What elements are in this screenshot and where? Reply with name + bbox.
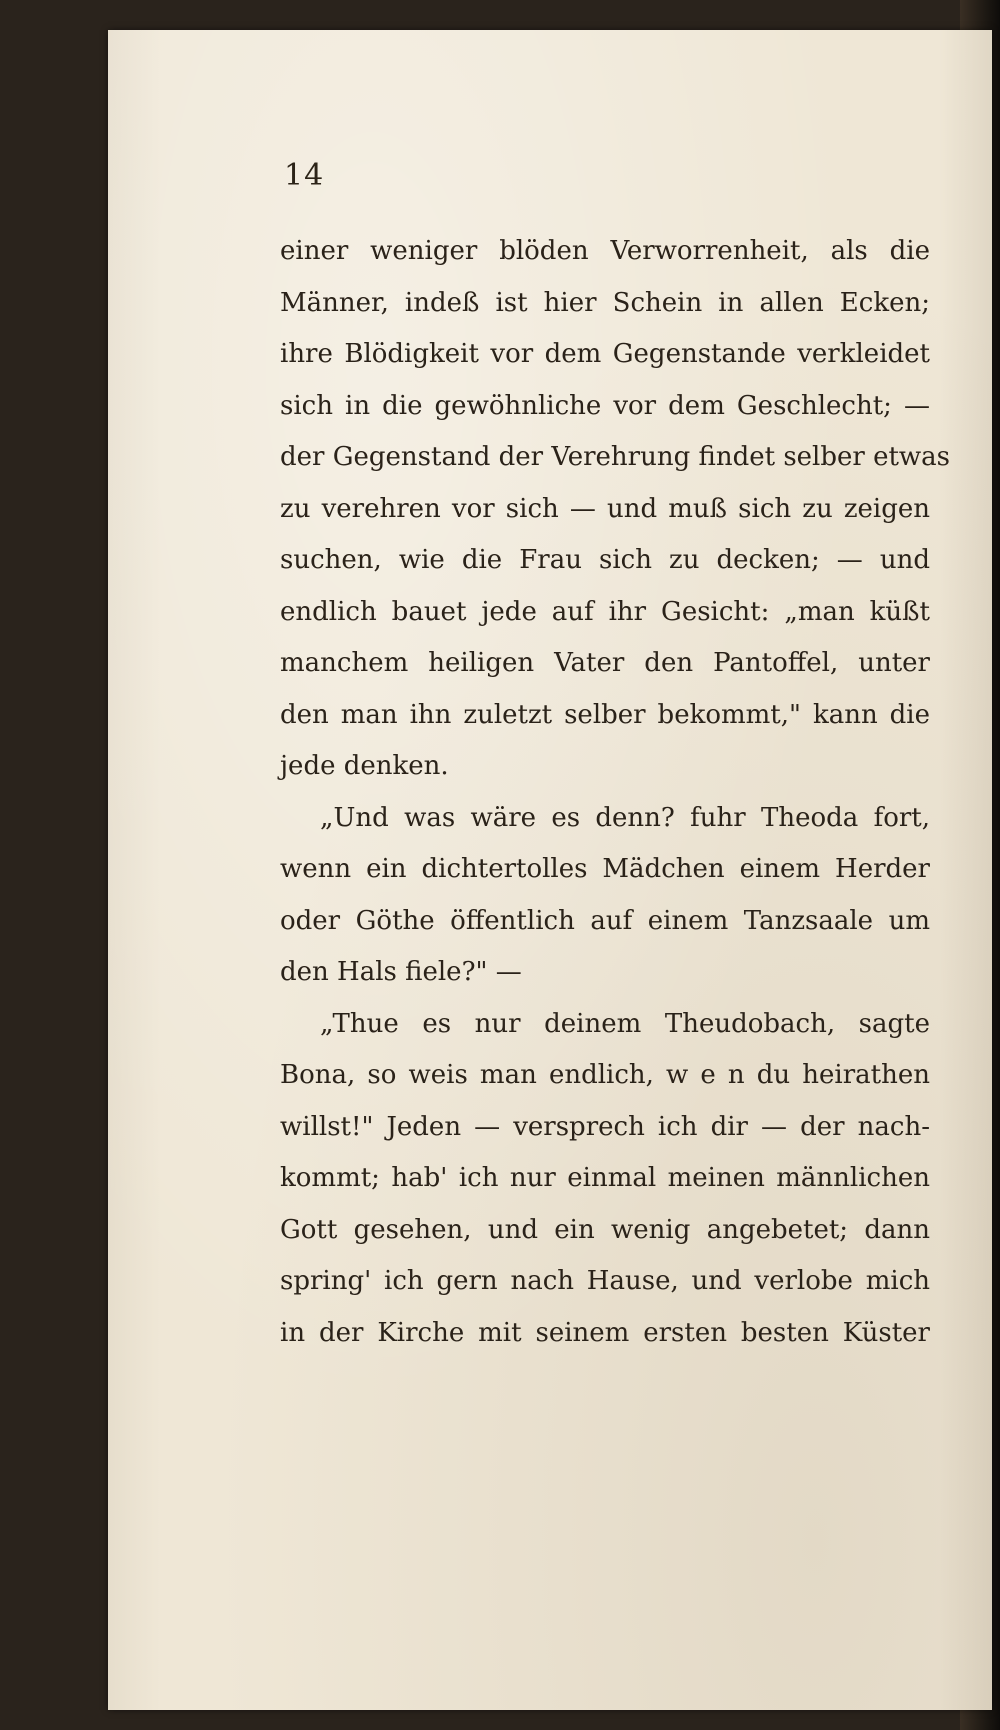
text-line: suchen, wie die Frau sich zu decken; — und <box>280 545 930 575</box>
text-line: einer weniger blöden Verworrenheit, als die <box>280 236 930 266</box>
text-line: den Hals fiele?" — <box>280 957 522 987</box>
text-line: Gott gesehen, und ein wenig angebetet; dann <box>280 1214 930 1245</box>
text-line: manchem heiligen Vater den Pantoffel, unter <box>280 648 930 678</box>
body-text <box>280 226 951 1359</box>
text-line: „Und was wäre es denn? fuhr Theoda fort, <box>320 802 930 833</box>
text-line: oder Göthe öffentlich auf einem Tanzsaale um <box>280 905 930 936</box>
text-line: den man ihn zuletzt selber bekommt," kann die <box>280 699 930 730</box>
text-line: Männer, indeß ist hier Schein in allen Ecken; <box>280 287 930 318</box>
text-line: jede denken. <box>280 751 449 781</box>
text-line: endlich bauet jede auf ihr Gesicht: „man küßt <box>280 596 930 627</box>
text-line: der Gegenstand der Verehrung findet selber etwas <box>280 442 951 472</box>
text-line: willst!" Jeden — versprech ich dir — der nach- <box>280 1111 930 1142</box>
text-line: „Thue es nur deinem Theudobach, sagte <box>320 1008 930 1039</box>
text-line: spring' ich gern nach Hause, und verlobe mich <box>280 1266 930 1296</box>
text-line: zu verehren vor sich — und muß sich zu zeigen <box>280 493 930 524</box>
page-number: 14 <box>284 158 325 193</box>
text-line: sich in die gewöhnliche vor dem Geschlecht; — <box>280 390 930 421</box>
text-line: ihre Blödigkeit vor dem Gegenstande verkleidet <box>280 339 930 369</box>
text-line: Bona, so weis man endlich, w e n du heirathen <box>280 1060 930 1090</box>
text-line: kommt; hab' ich nur einmal meinen männlichen <box>280 1163 930 1193</box>
text-line: in der Kirche mit seinem ersten besten Küster <box>280 1317 930 1348</box>
text-line: wenn ein dichtertolles Mädchen einem Herder <box>280 854 930 884</box>
